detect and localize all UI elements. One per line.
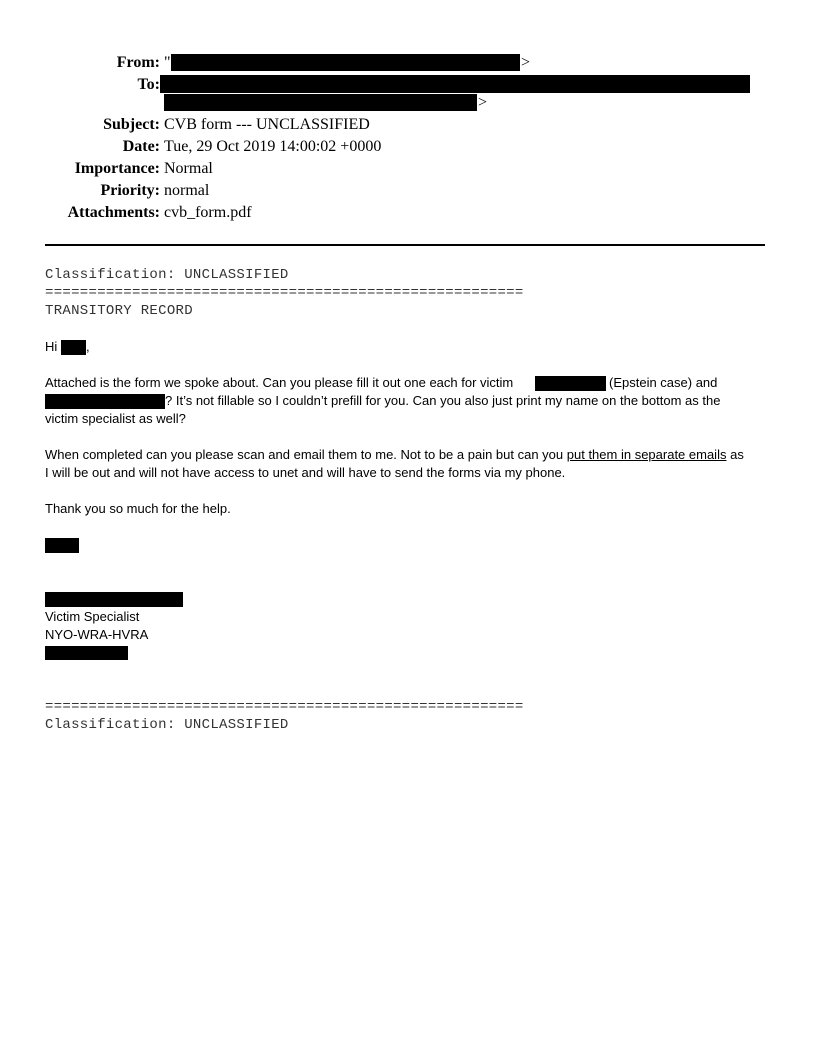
separator-top: ======================================================= bbox=[45, 285, 524, 301]
greeting-suffix: , bbox=[86, 339, 90, 354]
importance-label: Importance: bbox=[74, 160, 160, 177]
attachments-value[interactable]: cvb_form.pdf bbox=[164, 204, 252, 221]
para1-line1-a: Attached is the form we spoke about. Can you please fill it out one each for victim bbox=[45, 375, 514, 390]
signature-title: Victim Specialist bbox=[45, 609, 140, 624]
classification-top: Classification: UNCLASSIFIED bbox=[45, 267, 289, 283]
from-label: From: bbox=[116, 54, 160, 71]
para2-line1-a: When completed can you please scan and email them to me. Not to be a pain but can you bbox=[45, 447, 564, 462]
redaction-victim-2 bbox=[45, 394, 165, 409]
importance-value: Normal bbox=[164, 160, 213, 177]
record-type: TRANSITORY RECORD bbox=[45, 303, 193, 319]
from-suffix: > bbox=[521, 54, 531, 71]
classification-bottom: Classification: UNCLASSIFIED bbox=[45, 717, 289, 733]
from-prefix: " bbox=[164, 54, 171, 71]
greeting bbox=[45, 338, 57, 356]
para2-underlined-text: put them in separate emails bbox=[566, 447, 727, 462]
greeting-prefix: Hi bbox=[45, 339, 58, 354]
signature-unit: NYO-WRA-HVRA bbox=[45, 627, 149, 642]
date-value: Tue, 29 Oct 2019 14:00:02 +0000 bbox=[164, 138, 382, 155]
to-label: To: bbox=[137, 76, 160, 93]
para2-line1 bbox=[45, 446, 744, 464]
redaction-to-line1 bbox=[160, 75, 750, 93]
to-suffix: > bbox=[478, 94, 488, 111]
para2-line1-b: as bbox=[730, 447, 744, 462]
redaction-to-line2 bbox=[164, 94, 477, 111]
redaction-victim-1 bbox=[535, 376, 606, 391]
para1-line2: ? It’s not fillable so I couldn’t prefill for you. Can you also just print my name on the bottom as the bbox=[165, 393, 721, 408]
separator-bottom: ======================================================= bbox=[45, 699, 524, 715]
para1-line1-b: (Epstein case) and bbox=[609, 375, 718, 390]
subject-label: Subject: bbox=[103, 116, 160, 133]
header-divider bbox=[45, 244, 765, 246]
priority-label: Priority: bbox=[100, 182, 160, 199]
attachments-label: Attachments: bbox=[67, 204, 160, 221]
redaction-greeting-name bbox=[61, 340, 86, 355]
redaction-sender-firstname bbox=[45, 538, 79, 553]
thanks-line: Thank you so much for the help. bbox=[45, 501, 231, 516]
subject-value: CVB form --- UNCLASSIFIED bbox=[164, 116, 370, 133]
date-label: Date: bbox=[122, 138, 160, 155]
redaction-sender-fullname bbox=[45, 592, 183, 607]
priority-value: normal bbox=[164, 182, 210, 199]
redaction-sender-phone bbox=[45, 646, 128, 660]
para1-line3: victim specialist as well? bbox=[45, 411, 186, 426]
para1-line1 bbox=[45, 374, 513, 392]
redaction-from bbox=[171, 54, 520, 71]
para2-line2: I will be out and will not have access to unet and will have to send the forms via my phone. bbox=[45, 465, 566, 480]
